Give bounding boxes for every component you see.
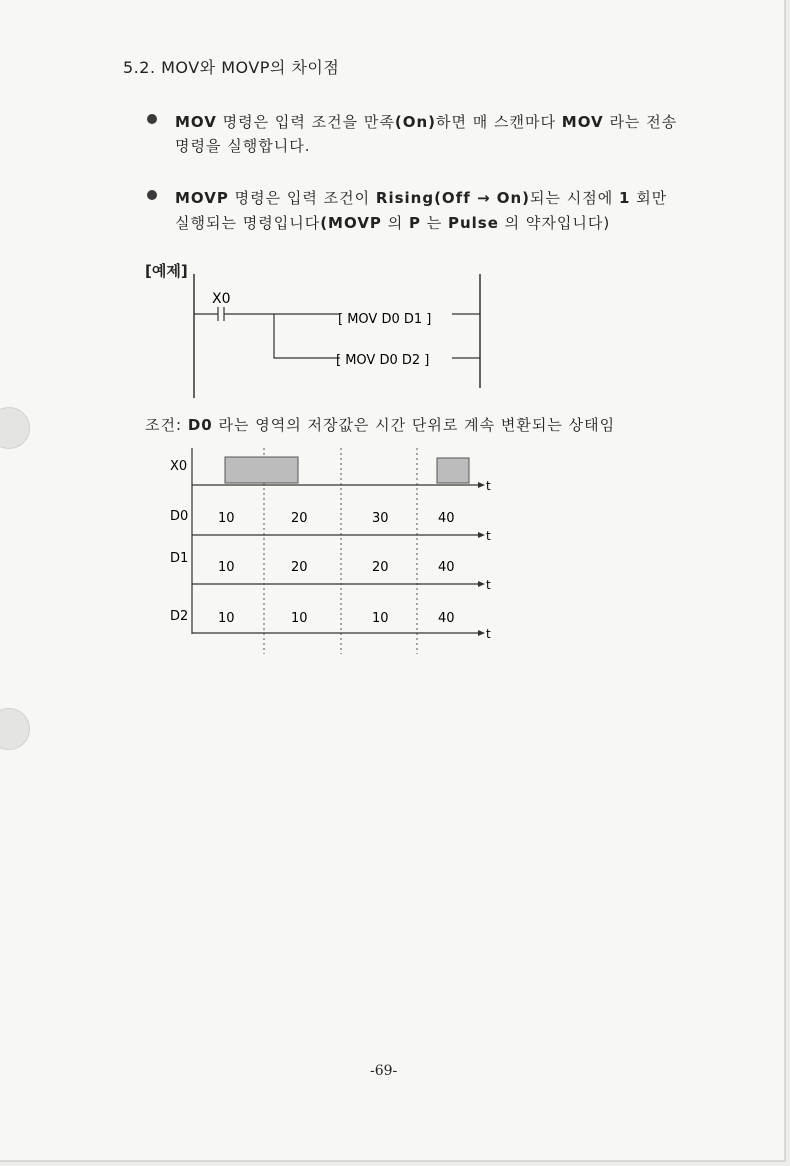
ladder-diagram xyxy=(180,270,500,400)
section-title: 5.2. MOV와 MOVP의 차이점 xyxy=(123,58,340,77)
arrow-icon xyxy=(478,581,485,587)
punch-hole xyxy=(0,407,30,449)
register-value: 20 xyxy=(291,560,308,575)
x0-pulse xyxy=(225,457,298,483)
register-value: 10 xyxy=(291,611,308,626)
bullet-icon xyxy=(147,114,157,124)
bullet2-line1: MOVP 명령은 입력 조건이 Rising(Off → On)되는 시점에 1 회만 xyxy=(175,189,668,207)
register-value: 40 xyxy=(438,560,455,575)
timing-row-label: D0 xyxy=(170,509,189,524)
page-number: -69- xyxy=(370,1063,398,1079)
instruction-mov-d1: [ MOV D0 D1 ] xyxy=(338,312,432,327)
bullet1-line2: 명령을 실행합니다. xyxy=(175,137,311,155)
timing-row-label: D2 xyxy=(170,609,189,624)
bullet2-line2: 실행되는 명령입니다(MOVP 의 P 는 Pulse 의 약자입니다) xyxy=(175,214,611,232)
register-value: 10 xyxy=(218,560,235,575)
punch-hole xyxy=(0,708,30,750)
timing-row-label: X0 xyxy=(170,459,188,474)
register-value: 10 xyxy=(372,611,389,626)
register-value: 10 xyxy=(218,511,235,526)
timing-diagram xyxy=(160,440,505,660)
arrow-icon xyxy=(478,532,485,538)
example-label: [예제] xyxy=(145,262,188,280)
register-value: 20 xyxy=(291,511,308,526)
register-value: 10 xyxy=(218,611,235,626)
x0-pulse xyxy=(437,458,469,483)
register-value: 40 xyxy=(438,511,455,526)
register-value: 40 xyxy=(438,611,455,626)
timing-row-label: D1 xyxy=(170,551,189,566)
time-axis-label: t xyxy=(486,578,491,592)
contact-symbol xyxy=(194,307,340,321)
instruction-mov-d2: [ MOV D0 D2 ] xyxy=(336,353,430,368)
condition-text: 조건: D0 라는 영역의 저장값은 시간 단위로 계속 변환되는 상태임 xyxy=(145,416,616,434)
arrow-icon xyxy=(478,482,485,488)
register-value: 20 xyxy=(372,560,389,575)
time-axis-label: t xyxy=(486,479,491,493)
time-axis-label: t xyxy=(486,627,491,641)
bullet-icon xyxy=(147,190,157,200)
contact-label: X0 xyxy=(212,291,231,307)
branch-wire xyxy=(274,314,340,358)
time-axis-label: t xyxy=(486,529,491,543)
arrow-icon xyxy=(478,630,485,636)
register-value: 30 xyxy=(372,511,389,526)
bullet1-line1: MOV 명령은 입력 조건을 만족(On)하면 매 스캔마다 MOV 라는 전송 xyxy=(175,113,678,131)
